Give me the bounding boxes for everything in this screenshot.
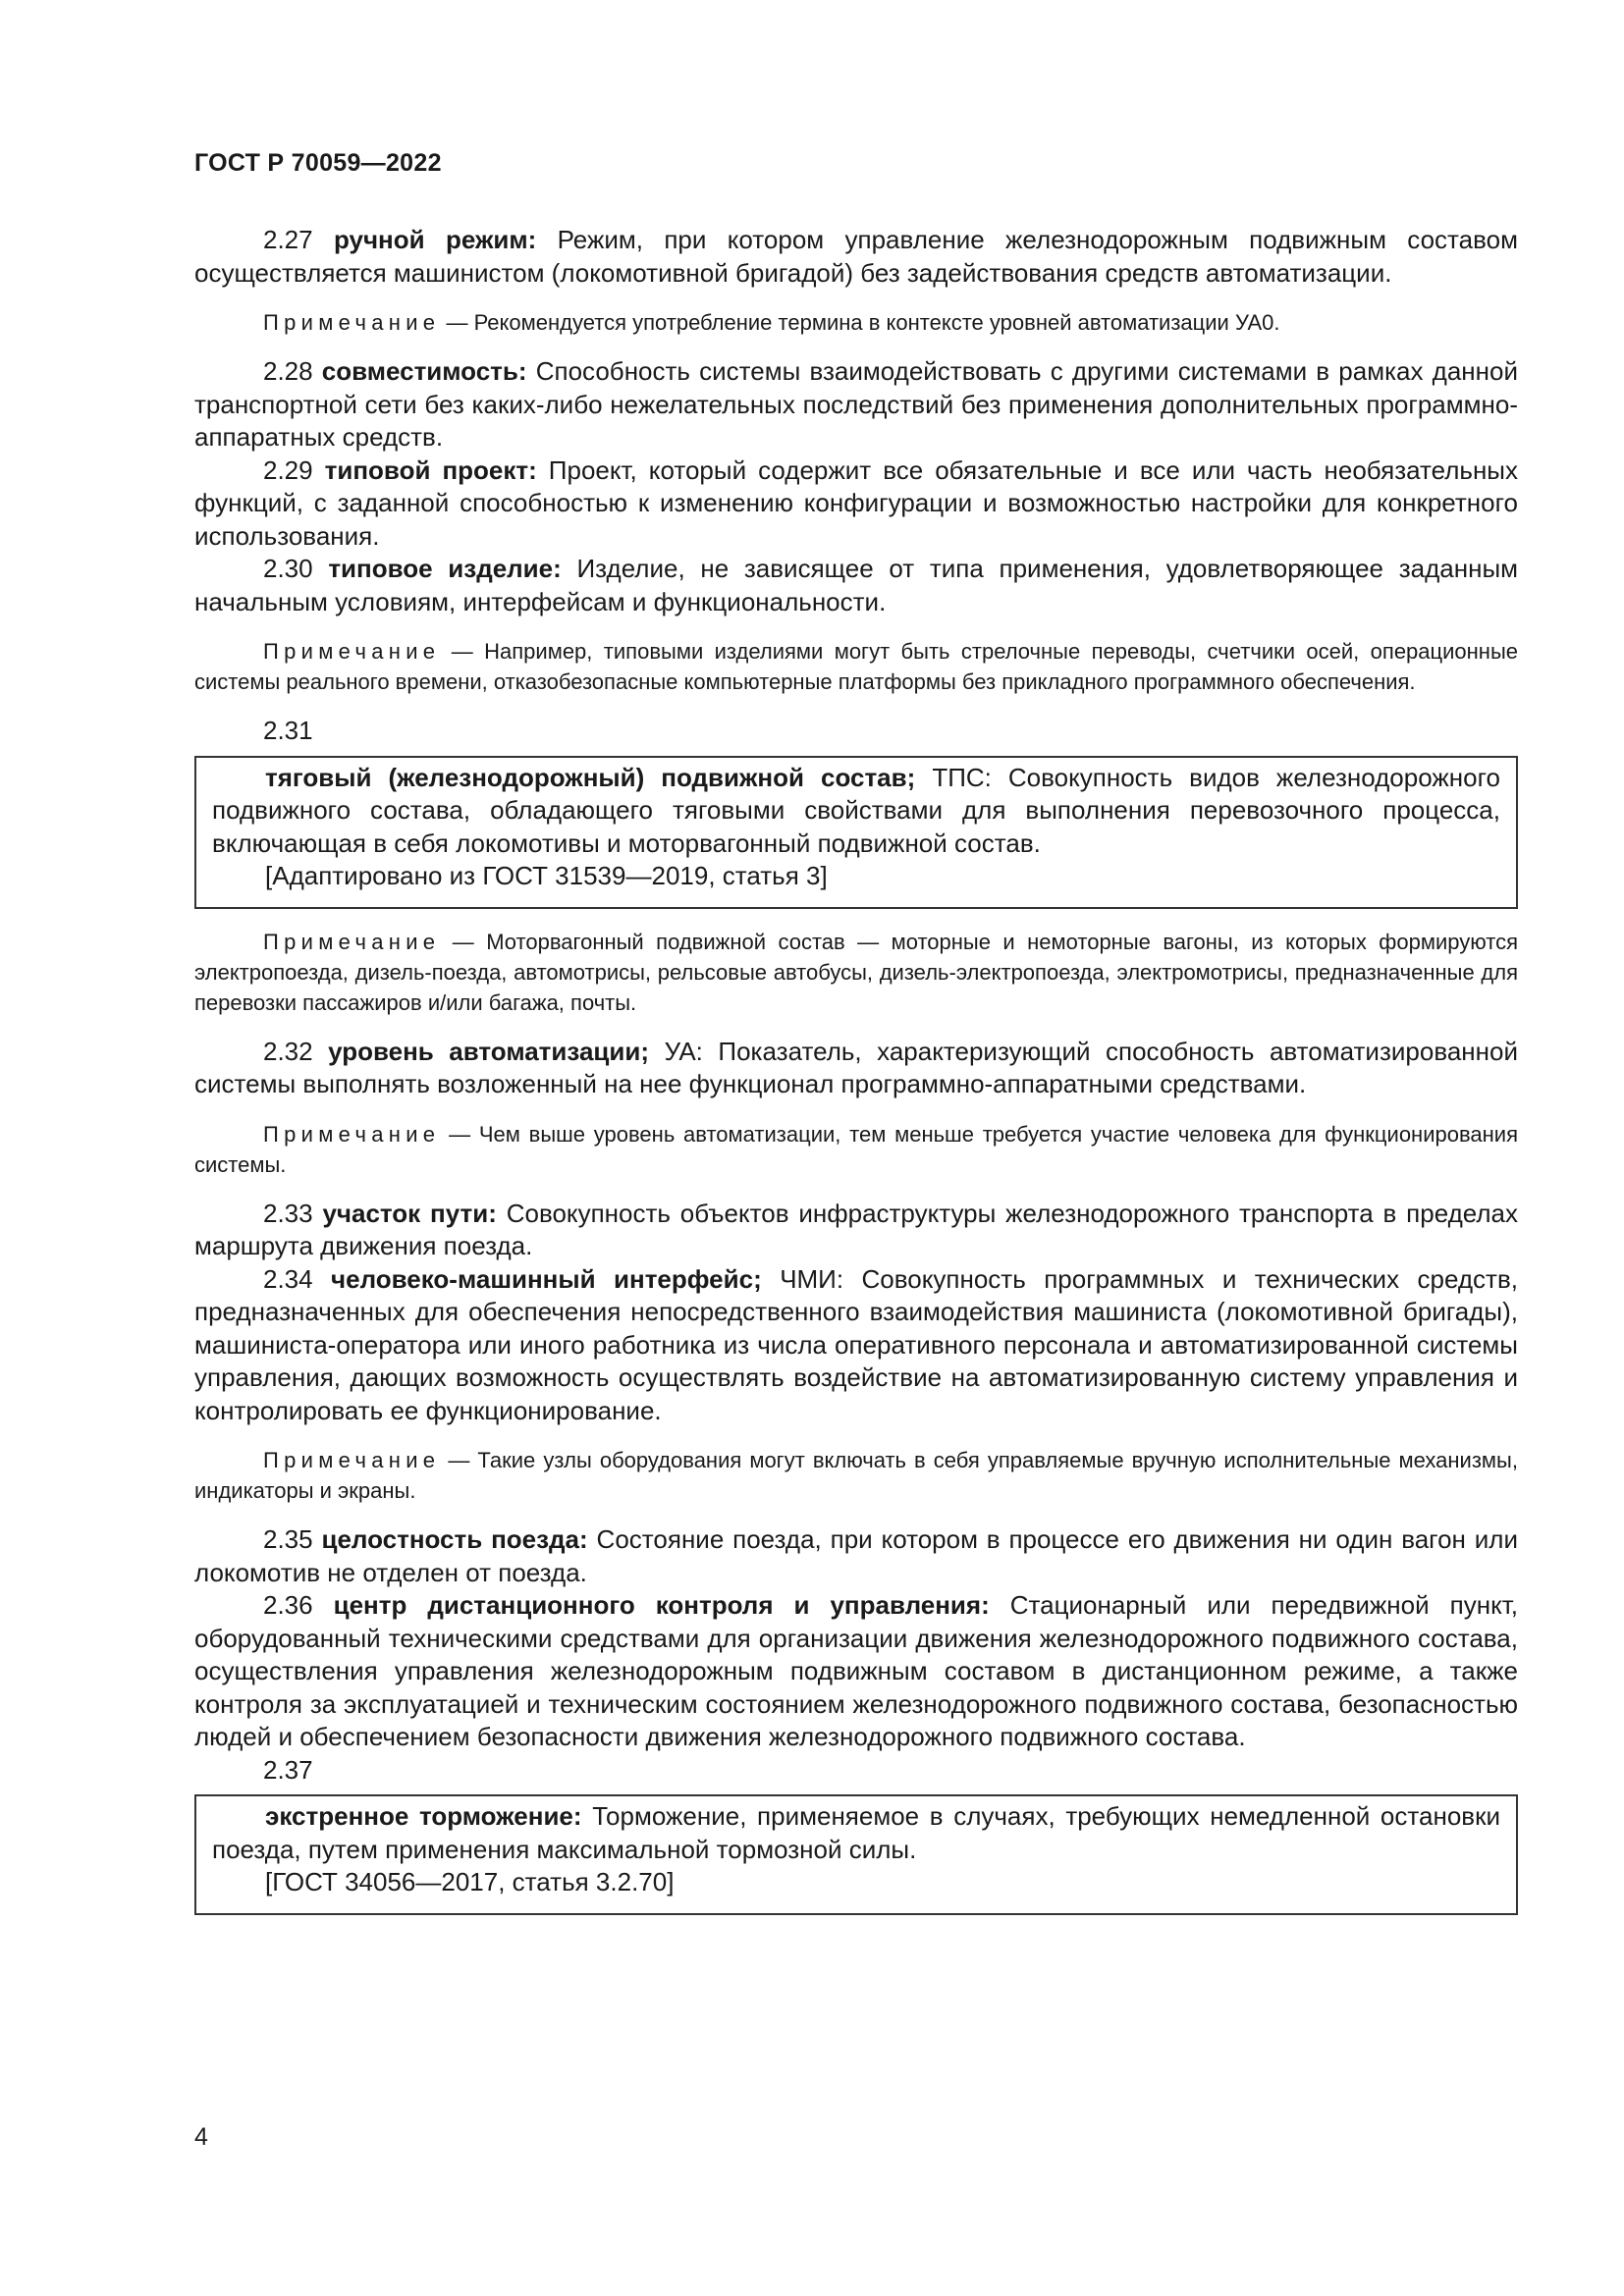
term-definition: Изделие, не зависящее от типа применения, удовлетворяющее заданным начальным условиям, интерфейсам и функциональности. bbox=[194, 554, 1519, 616]
note-2-27 bbox=[194, 307, 1518, 338]
entry-2-37 bbox=[212, 1800, 1500, 1866]
term-definition: Режим, при котором управление железнодорожным подвижным составом осуществляется машинистом (локомотивной бригадой) без задействования средств автоматизации. bbox=[194, 225, 1518, 288]
entry-2-29 bbox=[194, 454, 1518, 554]
term-title: экстренное торможение: bbox=[265, 1801, 582, 1831]
entry-number: 2.32 bbox=[263, 1036, 313, 1066]
note-2-34 bbox=[194, 1445, 1518, 1506]
entry-2-31 bbox=[212, 762, 1500, 861]
entry-2-27 bbox=[194, 224, 1518, 290]
note-label: Примечание bbox=[263, 929, 441, 954]
note-label: Примечание bbox=[263, 639, 441, 664]
entry-2-36 bbox=[194, 1589, 1518, 1754]
term-definition: Проект, который содержит все обязательные и все или часть необязательных функций, с заданной способностью к изменению конфигурации и возможностью настройки для конкретного использования. bbox=[194, 454, 1518, 551]
term-title: ручной режим: bbox=[333, 225, 537, 254]
note-text: — Моторвагонный подвижной состав — моторные и немоторные вагоны, из которых формируются электропоезда, дизель-поезда, автомотрисы, рельсовые автобусы, дизель-электропоезда, электромотрисы, предназначенные для перевозки пассажиров и/или багажа, почты. bbox=[194, 929, 1519, 1015]
entry-2-32 bbox=[194, 1036, 1518, 1101]
entry-2-28 bbox=[194, 355, 1518, 454]
term-definition: ЧМИ: Совокупность программных и технических средств, предназначенных для обеспечения непосредственного взаимодействия машиниста (локомотивной бригады), машиниста-оператора или иного работника из числа оперативного персонала и автоматизированной системы управления, дающих возможность осуществлять воздействие на автоматизированную систему управления и контролировать ее функционирование. bbox=[194, 1263, 1518, 1425]
boxed-term-2-31 bbox=[194, 756, 1518, 909]
term-title: участок пути: bbox=[322, 1198, 497, 1228]
note-text: — Например, типовыми изделиями могут быть стрелочные переводы, счетчики осей, операционные системы реального времени, отказобезопасные компьютерные платформы без прикладного программного обеспечения. bbox=[194, 639, 1518, 694]
entry-2-35 bbox=[194, 1523, 1518, 1589]
entry-number-2-31: 2.31 bbox=[263, 716, 313, 745]
note-text: — Рекомендуется употребление термина в контексте уровней автоматизации УА0. bbox=[446, 310, 1280, 335]
term-definition: Стационарный или передвижной пункт, оборудованный техническими средствами для организации движения железнодорожного подвижного состава, осуществления управления железнодорожным подвижным составом в дистанционном режиме, а также контроля за эксплуатацией и техническим состоянием железнодорожного подвижного состава, безопасностью людей и обеспечением безопасности движения железнодорожного подвижного состава. bbox=[194, 1590, 1518, 1751]
term-source: [Адаптировано из ГОСТ 31539—2019, статья 3] bbox=[265, 861, 828, 890]
term-title: центр дистанционного контроля и управления: bbox=[333, 1590, 990, 1620]
entry-number: 2.27 bbox=[263, 225, 313, 254]
entry-number-2-37: 2.37 bbox=[263, 1754, 313, 1785]
term-title: целостность поезда: bbox=[321, 1524, 588, 1554]
note-2-31 bbox=[194, 927, 1518, 1018]
term-title: тяговый (железнодорожный) подвижной состав; bbox=[265, 762, 916, 792]
note-text: — Такие узлы оборудования могут включать в себя управляемые вручную исполнительные механизмы, индикаторы и экраны. bbox=[194, 1448, 1518, 1503]
note-label: Примечание bbox=[263, 1121, 441, 1147]
entry-2-30 bbox=[194, 553, 1518, 618]
term-definition: УА: Показатель, характеризующий способность автоматизированной системы выполнять возложенный на нее функционал программно-аппаратными средствами. bbox=[194, 1036, 1518, 1098]
term-definition: ТПС: Совокупность видов железнодорожного подвижного состава, обладающего тяговыми свойствами для выполнения перевозочного процесса, включающая в себя локомотивы и моторвагонный подвижной состав. bbox=[212, 762, 1500, 858]
document-id-header: ГОСТ Р 70059—2022 bbox=[194, 149, 442, 177]
term-definition: Совокупность объектов инфраструктуры железнодорожного транспорта в пределах маршрута движения поезда. bbox=[194, 1198, 1518, 1260]
term-title: уровень автоматизации; bbox=[328, 1036, 650, 1066]
entry-number: 2.34 bbox=[263, 1263, 313, 1294]
entry-number: 2.28 bbox=[263, 356, 313, 386]
term-title: типовой проект: bbox=[324, 454, 537, 485]
note-2-30 bbox=[194, 636, 1518, 697]
term-title: типовое изделие: bbox=[328, 554, 562, 583]
note-label: Примечание bbox=[263, 310, 441, 335]
note-label: Примечание bbox=[263, 1448, 441, 1472]
term-title: совместимость: bbox=[321, 356, 527, 386]
term-definition: Торможение, применяемое в случаях, требующих немедленной остановки поезда, путем применения максимальной тормозной силы. bbox=[212, 1801, 1500, 1864]
entry-number: 2.29 bbox=[263, 454, 313, 485]
entry-number: 2.35 bbox=[263, 1524, 313, 1554]
term-source: [ГОСТ 34056—2017, статья 3.2.70] bbox=[265, 1867, 675, 1896]
entry-number: 2.36 bbox=[263, 1590, 313, 1620]
boxed-term-2-37 bbox=[194, 1794, 1518, 1915]
entry-2-34 bbox=[194, 1263, 1518, 1428]
entry-number: 2.33 bbox=[263, 1198, 313, 1228]
note-text: — Чем выше уровень автоматизации, тем меньше требуется участие человека для функционирования системы. bbox=[194, 1121, 1518, 1177]
term-definition: Способность системы взаимодействовать с другими системами в рамках данной транспортной сети без каких-либо нежелательных последствий без применения дополнительных программно-аппаратных средств. bbox=[194, 356, 1518, 452]
entry-2-33 bbox=[194, 1198, 1518, 1263]
page-number: 4 bbox=[194, 2123, 208, 2151]
note-2-32 bbox=[194, 1119, 1518, 1180]
document-body bbox=[194, 224, 1518, 1933]
entry-number: 2.30 bbox=[263, 554, 313, 583]
term-definition: Состояние поезда, при котором в процессе его движения ни один вагон или локомотив не отделен от поезда. bbox=[194, 1524, 1518, 1587]
term-title: человеко-машинный интерфейс; bbox=[331, 1263, 762, 1294]
